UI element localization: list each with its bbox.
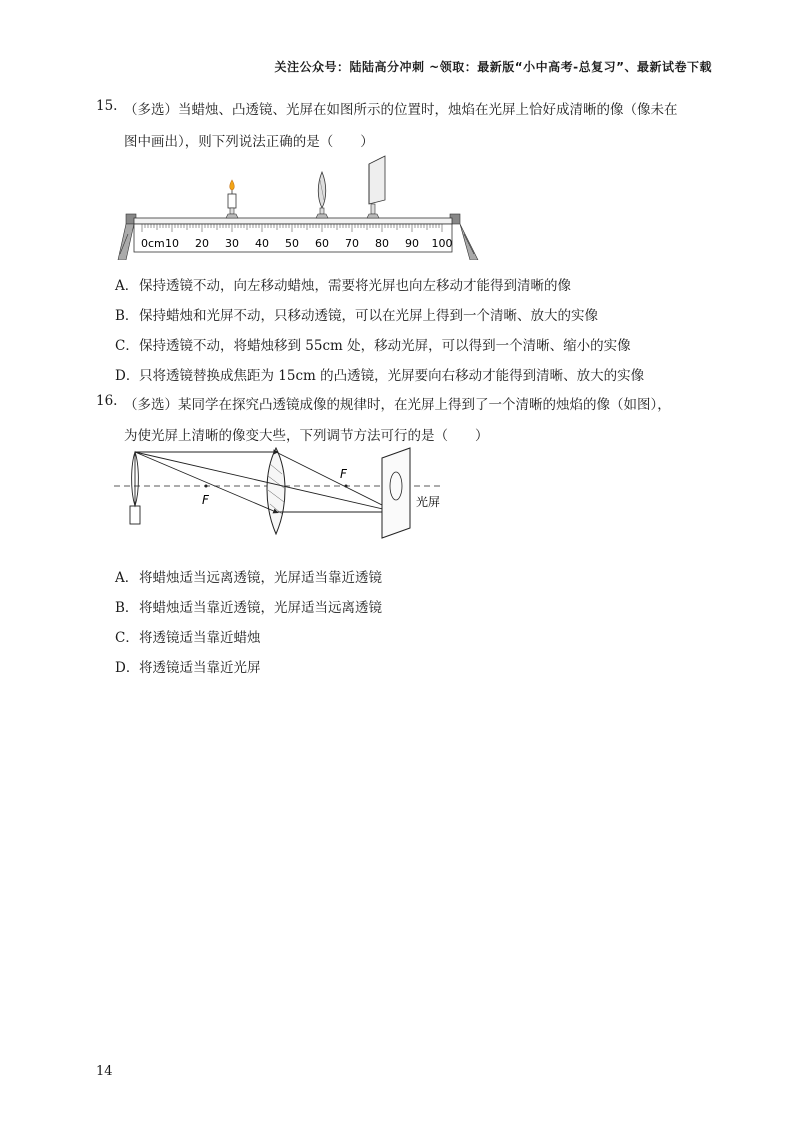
question-15-option-c[interactable]: C．保持透镜不动，将蜡烛移到 55cm 处，移动光屏，可以得到一个清晰、缩小的实像 — [115, 338, 631, 354]
light-screen — [367, 156, 385, 218]
question-15-number: 15. — [96, 98, 118, 114]
ruler-label: 30 — [225, 237, 239, 250]
question-16-option-b[interactable]: B．将蜡烛适当靠近透镜，光屏适当远离透镜 — [115, 600, 382, 616]
ruler-label: 100 — [431, 237, 453, 250]
ruler-label: 40 — [255, 237, 269, 250]
screen-label: 光屏 — [416, 495, 441, 509]
question-16-option-d[interactable]: D．将透镜适当靠近光屏 — [115, 660, 261, 676]
question-16-number: 16. — [96, 393, 118, 409]
ruler-label: 50 — [285, 237, 299, 250]
ruler-label: 10 — [165, 237, 179, 250]
ray-center — [135, 452, 396, 512]
focus-label-right: F — [340, 467, 347, 481]
question-15-option-a[interactable]: A．保持透镜不动，向左移动蜡烛，需要将光屏也向左移动才能得到清晰的像 — [115, 278, 571, 294]
question-16-option-c[interactable]: C．将透镜适当靠近蜡烛 — [115, 630, 261, 646]
ruler-label: 80 — [375, 237, 389, 250]
candle-body — [130, 506, 140, 524]
ruler-label: 0cm — [141, 237, 165, 250]
page-header: 关注公众号：陆陆高分冲刺 ~领取：最新版“小中高考-总复习”、最新试卷下载 — [274, 60, 712, 74]
question-16-option-a[interactable]: A．将蜡烛适当远离透镜，光屏适当靠近透镜 — [115, 570, 382, 586]
question-15-option-d[interactable]: D．只将透镜替换成焦距为 15cm 的凸透镜，光屏要向右移动才能得到清晰、放大的实像 — [115, 368, 645, 384]
bench-right-stand — [450, 214, 478, 260]
ruler-label: 90 — [405, 237, 419, 250]
ray-diagram-screen — [382, 448, 410, 538]
convex-lens — [316, 172, 328, 218]
question-15-option-b[interactable]: B．保持蜡烛和光屏不动，只移动透镜，可以在光屏上得到一个清晰、放大的实像 — [115, 308, 598, 324]
ruler-label: 20 — [195, 237, 209, 250]
question-16-stem-line-2: 为使光屏上清晰的像变大些，下列调节方法可行的是（ ） — [124, 428, 489, 444]
page-number: 14 — [96, 1064, 113, 1079]
question-15-stem-line-2: 图中画出），则下列说法正确的是（ ） — [124, 134, 374, 150]
ruler-label: 60 — [315, 237, 329, 250]
ray-diagram-figure — [110, 444, 460, 540]
candle — [226, 180, 238, 218]
optical-bench-figure — [112, 150, 484, 260]
question-15-stem-line-1: （多选）当蜡烛、凸透镜、光屏在如图所示的位置时，烛焰在光屏上恰好成清晰的像（像未在 — [124, 102, 678, 118]
bench-left-stand — [118, 214, 136, 260]
ruler-label: 70 — [345, 237, 359, 250]
question-16-stem-line-1: （多选）某同学在探究凸透镜成像的规律时，在光屏上得到了一个清晰的烛焰的像（如图）， — [124, 397, 671, 413]
focus-label-left: F — [202, 493, 209, 507]
